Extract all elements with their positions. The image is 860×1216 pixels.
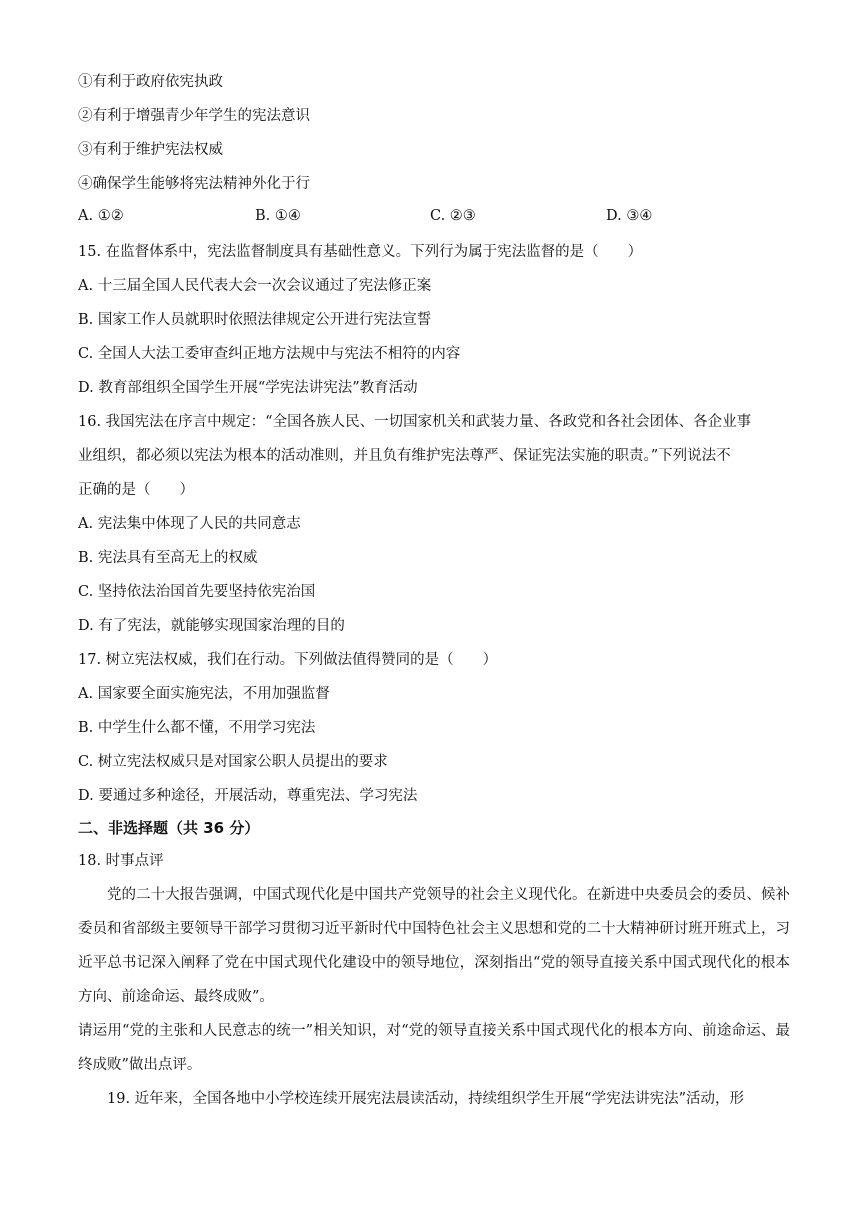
section-heading: 二、非选择题（共 36 分） — [78, 819, 260, 837]
intro-item-1: ①有利于政府依宪执政 — [78, 74, 223, 90]
q17-option-a[interactable]: A. 国家要全面实施宪法，不用加强监督 — [78, 686, 330, 702]
q16-stem-line-3: 正确的是（ ） — [78, 482, 194, 498]
q16-option-d[interactable]: D. 有了宪法，就能够实现国家治理的目的 — [78, 618, 345, 634]
q15-option-d[interactable]: D. 教育部组织全国学生开展“学宪法讲宪法”教育活动 — [78, 380, 418, 396]
q16-stem-line-2: 业组织，都必须以宪法为根本的活动准则，并且负有维护宪法尊严、保证宪法实施的职责。”下列说法不 — [78, 448, 731, 464]
q17-option-d[interactable]: D. 要通过多种途径，开展活动，尊重宪法、学习宪法 — [78, 788, 418, 804]
q15-stem: 15. 在监督体系中，宪法监督制度具有基础性意义。下列行为属于宪法监督的是（ ） — [78, 244, 643, 260]
q16-option-c[interactable]: C. 坚持依法治国首先要坚持依宪治国 — [78, 584, 316, 600]
q15-option-c[interactable]: C. 全国人大法工委审查纠正地方法规中与宪法不相符的内容 — [78, 346, 461, 362]
q14-option-a[interactable]: A. ①② — [78, 208, 124, 224]
q16-option-a[interactable]: A. 宪法集中体现了人民的共同意志 — [78, 516, 301, 532]
q17-option-b[interactable]: B. 中学生什么都不懂，不用学习宪法 — [78, 720, 316, 736]
q19-text: 19. 近年来，全国各地中小学校连续开展宪法晨读活动，持续组织学生开展“学宪法讲宪法”活动，形 — [107, 1091, 744, 1107]
q14-option-b[interactable]: B. ①④ — [255, 208, 301, 224]
intro-item-2: ②有利于增强青少年学生的宪法意识 — [78, 108, 310, 124]
q14-options — [78, 208, 798, 228]
q18-question: 请运用“党的主张和人民意志的统一”相关知识，对“党的领导直接关系中国式现代化的根本方向、前途命运、最终成败”做出点评。 — [78, 1023, 790, 1073]
q18-title: 18. 时事点评 — [78, 853, 164, 869]
q18-paragraph: 党的二十大报告强调，中国式现代化是中国共产党领导的社会主义现代化。在新进中央委员会的委员、候补委员和省部级主要领导干部学习贯彻习近平新时代中国特色社会主义思想和党的二十大精神研讨班开班式上，习近平总书记深入阐释了党在中国式现代化建设中的领导地位，深刻指出“党的领导直接关系中国式现代化的根本方向、前途命运、最终成败”。 — [78, 887, 790, 1005]
q17-stem: 17. 树立宪法权威，我们在行动。下列做法值得赞同的是（ ） — [78, 652, 498, 668]
q16-stem-line-1: 16. 我国宪法在序言中规定：“全国各族人民、一切国家机关和武装力量、各政党和各社会团体、各企业事 — [78, 414, 752, 430]
q16-option-b[interactable]: B. 宪法具有至高无上的权威 — [78, 550, 258, 566]
q15-option-a[interactable]: A. 十三届全国人民代表大会一次会议通过了宪法修正案 — [78, 278, 432, 294]
intro-item-3: ③有利于维护宪法权威 — [78, 142, 223, 158]
q14-option-d[interactable]: D. ③④ — [606, 208, 653, 224]
q17-option-c[interactable]: C. 树立宪法权威只是对国家公职人员提出的要求 — [78, 754, 388, 770]
q14-option-c[interactable]: C. ②③ — [430, 208, 476, 224]
intro-item-4: ④确保学生能够将宪法精神外化于行 — [78, 176, 310, 192]
q15-option-b[interactable]: B. 国家工作人员就职时依照法律规定公开进行宪法宣誓 — [78, 312, 432, 328]
